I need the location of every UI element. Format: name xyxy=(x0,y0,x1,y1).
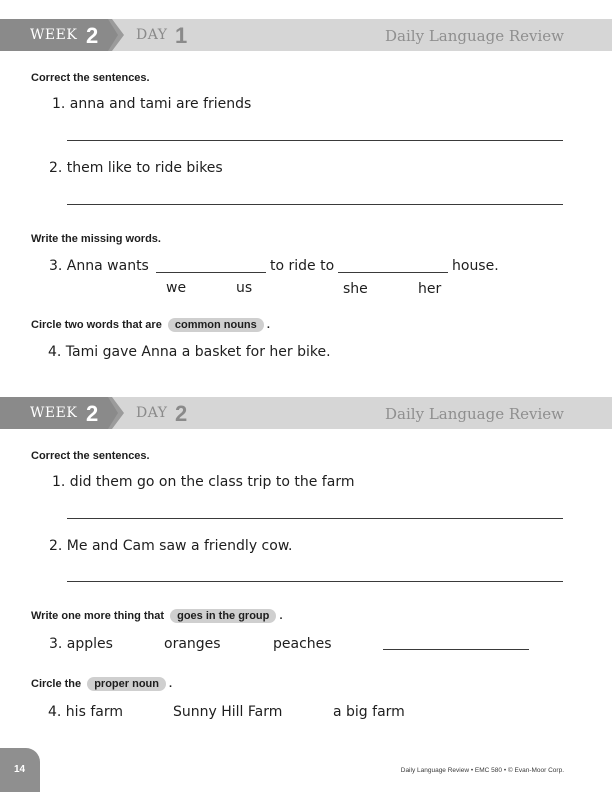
footer-credit: Daily Language Review • EMC 580 • © Evan-Moor Corp. xyxy=(400,767,564,774)
choice-us: us xyxy=(236,280,253,296)
week-label: WEEK xyxy=(30,405,78,421)
day-number: 2 xyxy=(175,401,188,426)
banner-title: Daily Language Review xyxy=(385,27,564,45)
choice-we: we xyxy=(166,280,187,296)
instruction-suffix: . xyxy=(279,610,283,622)
group-item-oranges: oranges xyxy=(164,636,221,652)
group-item-apples: 3. apples xyxy=(49,636,113,652)
keyword-pill: proper noun xyxy=(87,677,166,691)
answer-line-2[interactable] xyxy=(67,581,563,582)
day-number: 1 xyxy=(175,23,188,48)
day-label: DAY xyxy=(136,405,168,421)
answer-line-1[interactable] xyxy=(67,140,563,141)
choice-sunny-hill-farm: Sunny Hill Farm xyxy=(173,704,283,720)
group-item-peaches: peaches xyxy=(273,636,332,652)
question-2: 2. Me and Cam saw a friendly cow. xyxy=(49,538,293,554)
question-3-part2: to ride to xyxy=(270,258,335,274)
choice-his-farm: 4. his farm xyxy=(48,704,123,720)
question-4: 4. Tami gave Anna a basket for her bike. xyxy=(48,344,331,360)
instruction-suffix: . xyxy=(169,678,173,690)
day1-banner xyxy=(0,19,612,51)
keyword-pill: common nouns xyxy=(168,318,264,332)
question-1: 1. did them go on the class trip to the farm xyxy=(52,474,355,490)
question-1: 1. anna and tami are friends xyxy=(52,96,252,112)
instruction-goes-in-group xyxy=(31,609,283,623)
day-label: DAY xyxy=(136,27,168,43)
day2-banner xyxy=(0,397,612,429)
instruction-correct-sentences: Correct the sentences. xyxy=(31,72,150,84)
instruction-text: Write one more thing that xyxy=(31,610,165,622)
answer-line-2[interactable] xyxy=(67,204,563,205)
instruction-correct-sentences: Correct the sentences. xyxy=(31,450,150,462)
instruction-circle-proper-noun xyxy=(31,677,172,691)
instruction-text: Circle the xyxy=(31,678,82,690)
instruction-text: Circle two words that are xyxy=(31,319,162,331)
instruction-suffix: . xyxy=(266,319,270,331)
keyword-pill: goes in the group xyxy=(170,609,276,623)
answer-line-1[interactable] xyxy=(67,518,563,519)
week-label: WEEK xyxy=(30,27,78,43)
question-3-part1: 3. Anna wants xyxy=(49,258,149,274)
question-2: 2. them like to ride bikes xyxy=(49,160,223,176)
group-answer-blank[interactable] xyxy=(383,649,529,650)
blank-2[interactable] xyxy=(338,272,448,273)
week-number: 2 xyxy=(86,23,99,48)
blank-1[interactable] xyxy=(156,272,266,273)
question-3-part3: house. xyxy=(452,258,499,274)
week-number: 2 xyxy=(86,401,99,426)
instruction-circle-common-nouns xyxy=(31,318,270,332)
choice-she: she xyxy=(343,281,368,297)
page-number: 14 xyxy=(14,764,26,775)
instruction-missing-words: Write the missing words. xyxy=(31,233,161,245)
choice-a-big-farm: a big farm xyxy=(333,704,405,720)
banner-title: Daily Language Review xyxy=(385,405,564,423)
choice-her: her xyxy=(418,281,442,297)
